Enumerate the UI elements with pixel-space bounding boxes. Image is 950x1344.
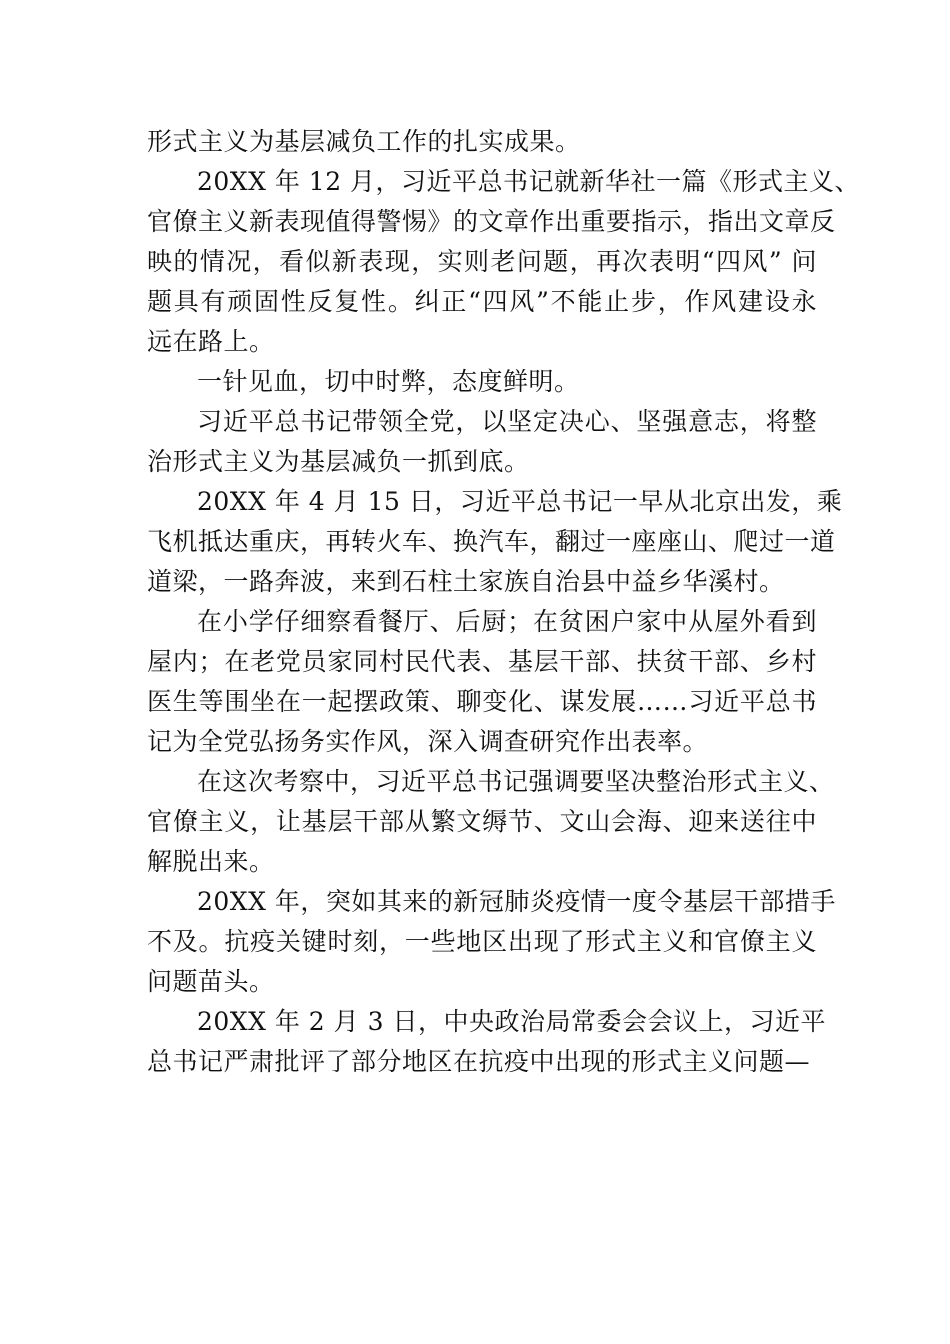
text-line: 记为全党弘扬务实作风，深入调查研究作出表率。 xyxy=(147,727,709,756)
text-line: 医生等围坐在一起摆政策、聊变化、谋发展……习近平总书 xyxy=(147,687,817,716)
paragraph xyxy=(147,1002,826,1082)
text-line: 屋内；在老党员家同村民代表、基层干部、扶贫干部、乡村 xyxy=(147,647,817,676)
paragraph xyxy=(147,402,817,482)
text-line: 映的情况，看似新表现，实则老问题，再次表明“四风” 问 xyxy=(147,247,817,276)
text-line: 题具有顽固性反复性。纠正“四风”不能止步，作风建设永 xyxy=(147,287,817,316)
text-line: 解脱出来。 xyxy=(147,847,275,876)
paragraph xyxy=(147,482,843,602)
text-line: 在这次考察中，习近平总书记强调要坚决整治形式主义、 xyxy=(197,767,835,796)
paragraph xyxy=(147,762,835,882)
text-line: 飞机抵达重庆，再转火车、换汽车，翻过一座座山、爬过一道 xyxy=(147,527,836,556)
text-line: 治形式主义为基层减负一抓到底。 xyxy=(147,447,530,476)
text-line: 一针见血，切中时弊，态度鲜明。 xyxy=(197,367,580,396)
text-line: 20XX 年 2 月 3 日，中央政治局常委会会议上，习近平 xyxy=(197,1007,826,1036)
paragraph xyxy=(147,362,817,402)
text-line: 20XX 年 12 月，习近平总书记就新华社一篇《形式主义、 xyxy=(197,167,861,196)
text-line: 总书记严肃批评了部分地区在抗疫中出现的形式主义问题— xyxy=(147,1047,811,1076)
text-line: 20XX 年 4 月 15 日，习近平总书记一早从北京出发，乘 xyxy=(197,487,843,516)
paragraph xyxy=(147,162,861,362)
paragraph xyxy=(147,882,836,1002)
text-line: 不及。抗疫关键时刻，一些地区出现了形式主义和官僚主义 xyxy=(147,927,817,956)
text-line: 形式主义为基层减负工作的扎实成果。 xyxy=(147,127,581,156)
text-line: 道梁，一路奔波，来到石柱土家族自治县中益乡华溪村。 xyxy=(147,567,785,596)
text-line: 官僚主义新表现值得警惕》的文章作出重要指示，指出文章反 xyxy=(147,207,836,236)
paragraph xyxy=(147,602,817,762)
text-line: 官僚主义，让基层干部从繁文缛节、文山会海、迎来送往中 xyxy=(147,807,817,836)
text-line: 习近平总书记带领全党，以坚定决心、坚强意志，将整 xyxy=(197,407,817,436)
text-line: 远在路上。 xyxy=(147,327,275,356)
text-line: 20XX 年，突如其来的新冠肺炎疫情一度令基层干部措手 xyxy=(197,887,836,916)
text-line: 问题苗头。 xyxy=(147,967,275,996)
paragraph xyxy=(147,122,817,162)
text-line: 在小学仔细察看餐厅、后厨；在贫困户家中从屋外看到 xyxy=(197,607,817,636)
document-body xyxy=(147,122,861,1082)
